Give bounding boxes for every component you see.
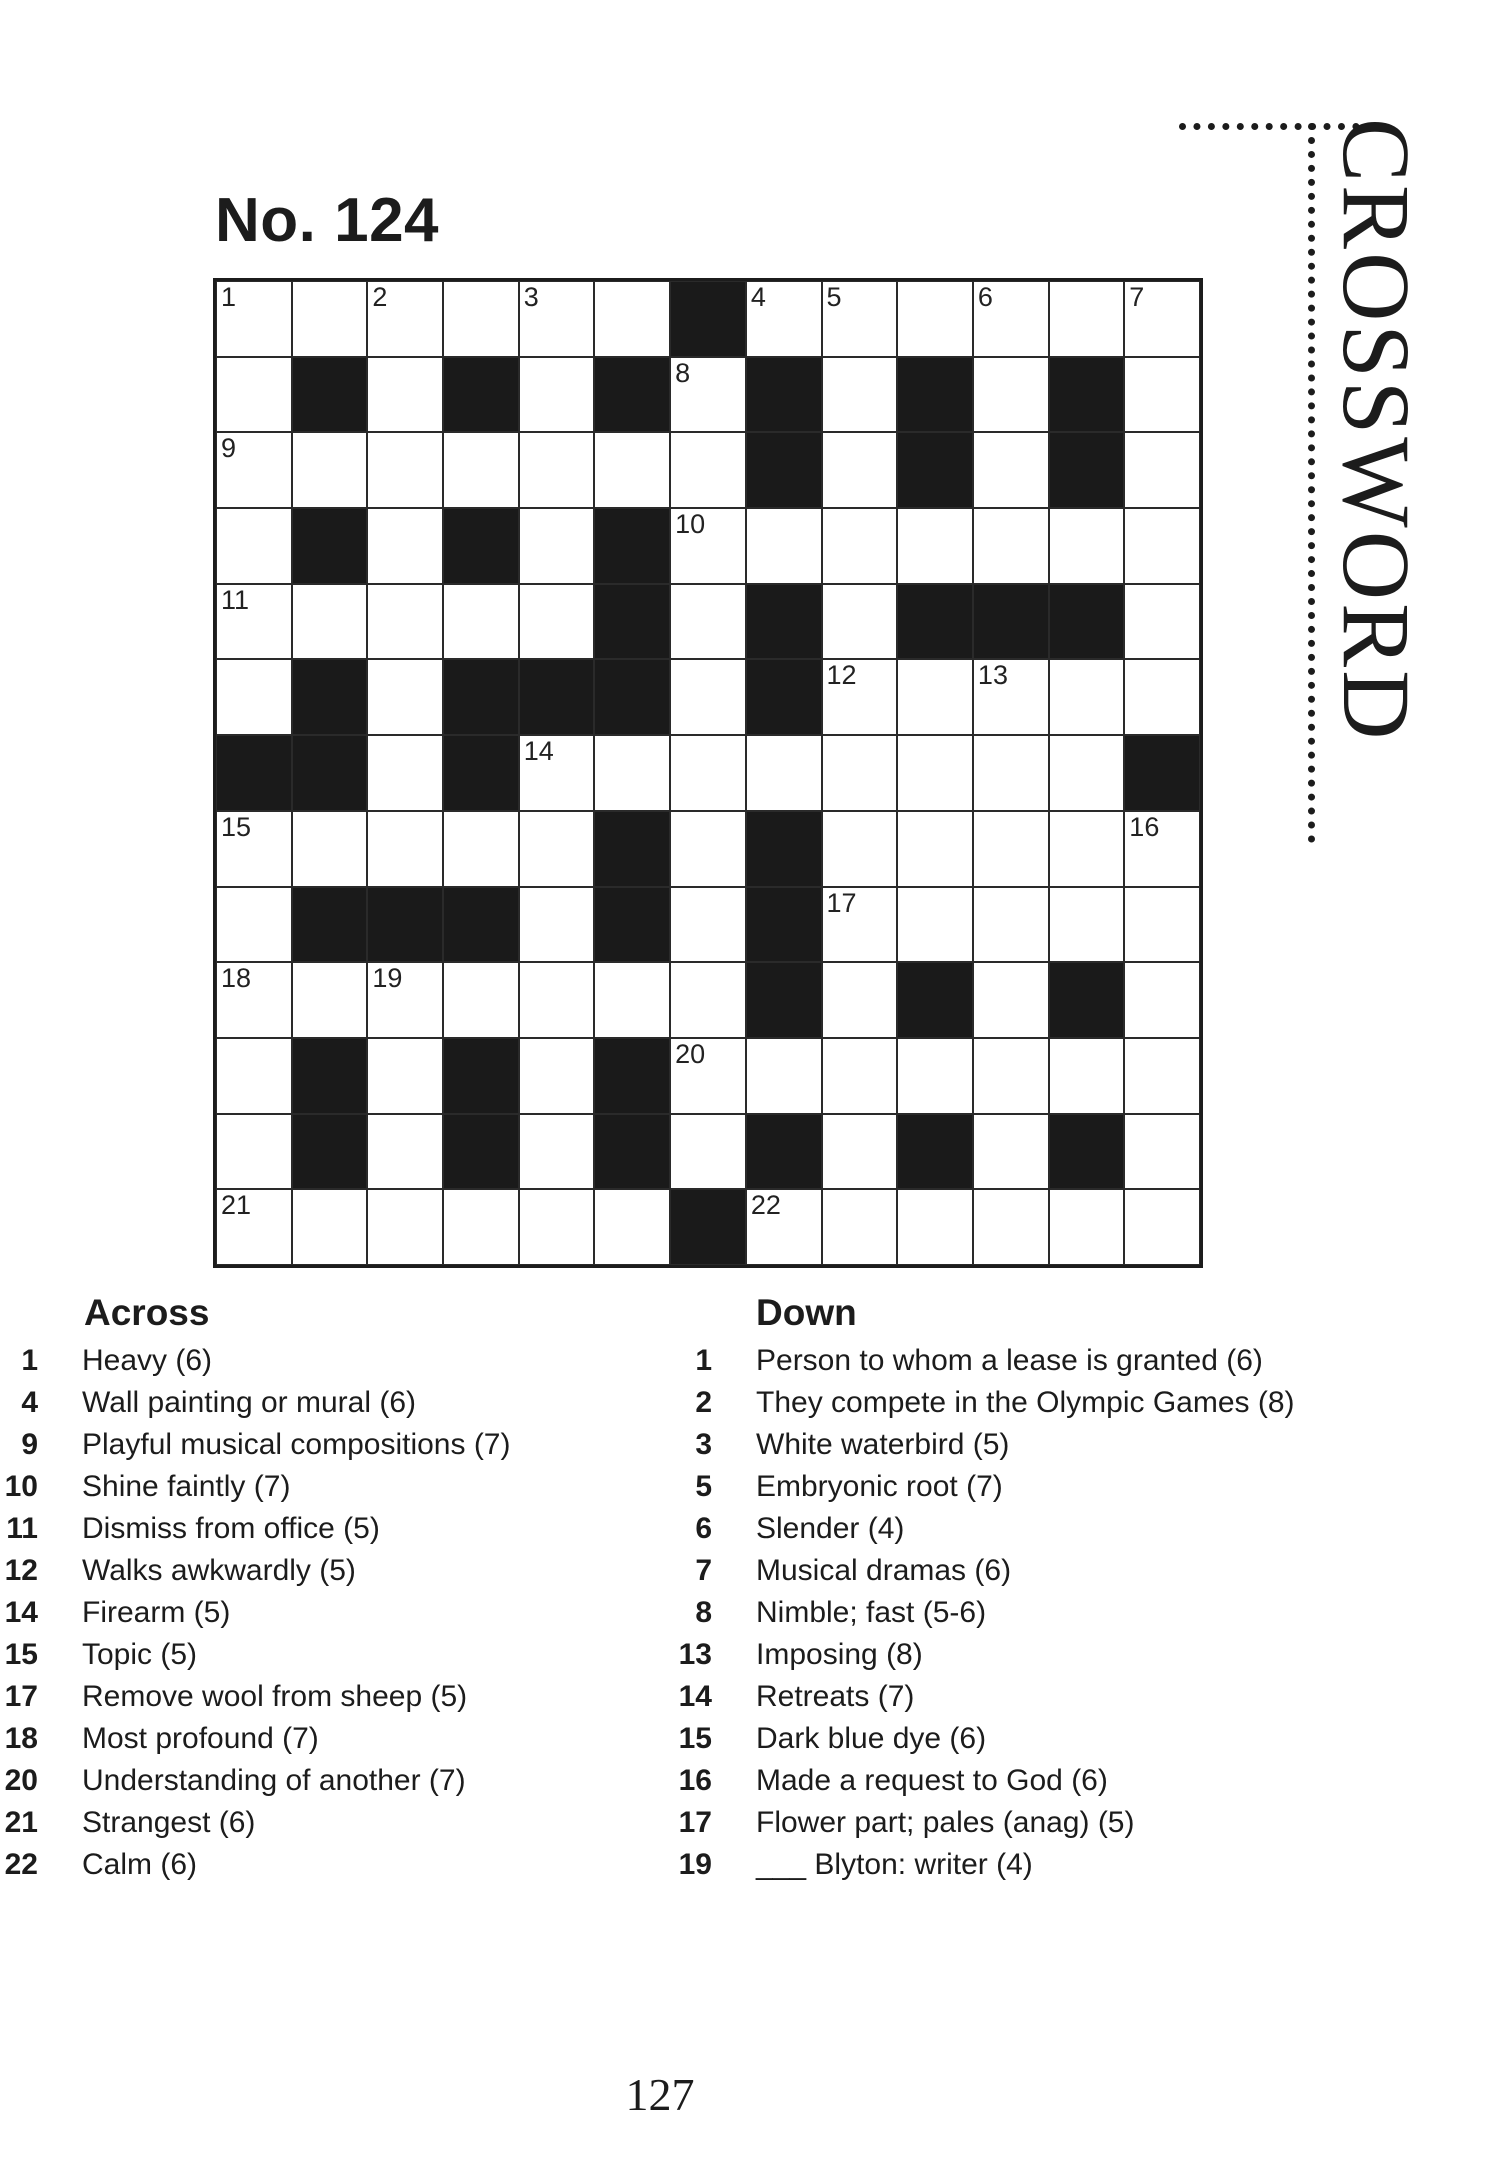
- grid-cell[interactable]: [367, 962, 443, 1038]
- grid-cell-black: [443, 508, 519, 584]
- grid-cell[interactable]: [292, 962, 368, 1038]
- grid-cell[interactable]: [973, 281, 1049, 357]
- clue-number: 10: [4, 1470, 38, 1503]
- grid-cell[interactable]: [973, 1114, 1049, 1190]
- across-clue-list: [0, 1340, 660, 1886]
- clue-text: Embryonic root (7): [756, 1470, 1003, 1503]
- page-number: 127: [625, 2069, 695, 2120]
- clue-text: Calm (6): [82, 1848, 198, 1881]
- cell-number: 2: [372, 282, 388, 312]
- cell-number: 14: [523, 736, 554, 767]
- clue-number: 18: [4, 1722, 38, 1755]
- grid-cell[interactable]: [292, 432, 368, 508]
- grid-cell[interactable]: [519, 887, 595, 963]
- grid-cell[interactable]: [973, 357, 1049, 433]
- grid-cell[interactable]: [973, 887, 1049, 963]
- clue-text: Playful musical compositions (7): [82, 1428, 511, 1461]
- grid-cell-black: [594, 584, 670, 660]
- grid-cell[interactable]: [822, 811, 898, 887]
- grid-cell[interactable]: [746, 1189, 822, 1265]
- grid-cell[interactable]: [1049, 735, 1125, 811]
- clue-text: Shine faintly (7): [82, 1470, 291, 1503]
- clue-text: Understanding of another (7): [82, 1764, 466, 1797]
- across-clue: [0, 1844, 660, 1886]
- clue-number: 9: [21, 1428, 38, 1461]
- grid-cell-black: [746, 584, 822, 660]
- across-clue: [0, 1802, 660, 1844]
- clue-number: 14: [678, 1680, 712, 1713]
- cell-number: 4: [750, 282, 766, 312]
- grid-cell-black: [594, 887, 670, 963]
- grid-cell[interactable]: [1049, 659, 1125, 735]
- grid-cell-black: [443, 735, 519, 811]
- clue-text: Slender (4): [756, 1512, 905, 1545]
- grid-cell[interactable]: [519, 281, 595, 357]
- clue-number: 5: [695, 1470, 712, 1503]
- cell-number: 5: [826, 282, 842, 312]
- grid-cell[interactable]: [1124, 962, 1200, 1038]
- clue-text: Wall painting or mural (6): [82, 1386, 416, 1419]
- grid-cell[interactable]: [292, 1189, 368, 1265]
- grid-cell[interactable]: [519, 735, 595, 811]
- grid-cell[interactable]: [973, 735, 1049, 811]
- grid-cell[interactable]: [1124, 281, 1200, 357]
- clue-text: Firearm (5): [82, 1596, 231, 1629]
- grid-cell[interactable]: [1124, 1189, 1200, 1265]
- clue-number: 14: [4, 1596, 38, 1629]
- clue-text: Most profound (7): [82, 1722, 319, 1755]
- grid-cell[interactable]: [897, 508, 973, 584]
- across-clue: [0, 1592, 660, 1634]
- down-heading: Down: [756, 1292, 857, 1333]
- grid-cell[interactable]: [443, 281, 519, 357]
- clue-text: Walks awkwardly (5): [82, 1554, 356, 1587]
- clue-number: 13: [678, 1638, 712, 1671]
- grid-cell[interactable]: [670, 357, 746, 433]
- across-clue: [0, 1718, 660, 1760]
- grid-cell-black: [1049, 432, 1125, 508]
- grid-cell-black: [670, 281, 746, 357]
- grid-cell-black: [292, 659, 368, 735]
- grid-cell[interactable]: [594, 962, 670, 1038]
- across-clue: [0, 1340, 660, 1382]
- clue-number: 7: [695, 1554, 712, 1587]
- grid-cell[interactable]: [973, 659, 1049, 735]
- grid-cell[interactable]: [443, 584, 519, 660]
- grid-cell[interactable]: [822, 1038, 898, 1114]
- crossword-grid: [213, 278, 1203, 1268]
- grid-cell-black: [897, 584, 973, 660]
- grid-cell[interactable]: [519, 1114, 595, 1190]
- grid-cell-black: [746, 659, 822, 735]
- grid-cell[interactable]: [292, 584, 368, 660]
- grid-cell-black: [670, 1189, 746, 1265]
- clue-number: 16: [678, 1764, 712, 1797]
- across-clue: [0, 1550, 660, 1592]
- cell-number: 21: [221, 1190, 252, 1221]
- across-clue: [0, 1424, 660, 1466]
- grid-cell[interactable]: [822, 1189, 898, 1265]
- clue-number: 15: [4, 1638, 38, 1671]
- down-clue: [670, 1718, 1390, 1760]
- cell-number: 11: [221, 584, 250, 615]
- grid-cell[interactable]: [897, 281, 973, 357]
- clue-number: 4: [21, 1386, 38, 1419]
- grid-cell-black: [216, 735, 292, 811]
- grid-cell[interactable]: [443, 1189, 519, 1265]
- down-clue: [670, 1592, 1390, 1634]
- grid-cell[interactable]: [670, 735, 746, 811]
- clue-number: 17: [4, 1680, 38, 1713]
- grid-cell-black: [367, 887, 443, 963]
- clue-text: Heavy (6): [82, 1344, 213, 1377]
- across-clue: [0, 1382, 660, 1424]
- grid-cell[interactable]: [594, 281, 670, 357]
- grid-cell[interactable]: [367, 584, 443, 660]
- clue-number: 1: [21, 1344, 38, 1377]
- side-title-text: CROSSWORD: [1323, 118, 1430, 743]
- grid-cell-black: [443, 887, 519, 963]
- grid-cell[interactable]: [519, 1038, 595, 1114]
- grid-cell[interactable]: [216, 659, 292, 735]
- grid-cell[interactable]: [367, 735, 443, 811]
- grid-cell[interactable]: [822, 508, 898, 584]
- grid-cell-black: [897, 432, 973, 508]
- grid-cell[interactable]: [897, 735, 973, 811]
- down-clue: [670, 1550, 1390, 1592]
- clue-text: Flower part; pales (anag) (5): [756, 1806, 1135, 1839]
- grid-cell[interactable]: [670, 1038, 746, 1114]
- cell-number: 17: [826, 887, 857, 918]
- grid-cell-black: [594, 357, 670, 433]
- across-clue: [0, 1676, 660, 1718]
- grid-cell-black: [594, 659, 670, 735]
- grid-cell[interactable]: [443, 432, 519, 508]
- grid-cell-black: [443, 357, 519, 433]
- cell-number: 20: [675, 1038, 706, 1069]
- grid-cell[interactable]: [897, 1189, 973, 1265]
- grid-cell-black: [897, 1114, 973, 1190]
- grid-cell[interactable]: [443, 811, 519, 887]
- clue-number: 22: [4, 1848, 38, 1881]
- grid-cell-black: [1049, 962, 1125, 1038]
- across-clue: [0, 1760, 660, 1802]
- clue-number: 12: [4, 1554, 38, 1587]
- cell-number: 3: [523, 282, 539, 312]
- grid-cell[interactable]: [216, 281, 292, 357]
- across-clue: [0, 1466, 660, 1508]
- down-clue: [670, 1844, 1390, 1886]
- grid-cell[interactable]: [216, 357, 292, 433]
- grid-cell-black: [897, 357, 973, 433]
- grid-cell[interactable]: [367, 659, 443, 735]
- grid-cell-black: [594, 508, 670, 584]
- grid-cell[interactable]: [216, 811, 292, 887]
- grid-cell-black: [594, 1114, 670, 1190]
- grid-cell-black: [1124, 735, 1200, 811]
- grid-cell[interactable]: [973, 811, 1049, 887]
- clue-text: Dark blue dye (6): [756, 1722, 987, 1755]
- grid-cell-black: [292, 1114, 368, 1190]
- grid-cell[interactable]: [1049, 887, 1125, 963]
- grid-cell[interactable]: [367, 1038, 443, 1114]
- crossword-side-banner: [1308, 118, 1448, 848]
- grid-cell[interactable]: [216, 508, 292, 584]
- grid-cell[interactable]: [1124, 659, 1200, 735]
- grid-cell[interactable]: [822, 735, 898, 811]
- grid-cell[interactable]: [216, 584, 292, 660]
- grid-cell[interactable]: [216, 432, 292, 508]
- down-clue: [670, 1676, 1390, 1718]
- grid-cell[interactable]: [1124, 811, 1200, 887]
- clue-text: Person to whom a lease is granted (6): [756, 1344, 1263, 1377]
- grid-cell-black: [292, 508, 368, 584]
- grid-cell-black: [1049, 357, 1125, 433]
- grid-cell[interactable]: [519, 357, 595, 433]
- grid-cell-black: [292, 735, 368, 811]
- cell-number: 13: [977, 660, 1008, 691]
- grid-cell[interactable]: [1049, 1038, 1125, 1114]
- puzzle-title: No. 124: [215, 186, 440, 255]
- grid-cell[interactable]: [897, 1038, 973, 1114]
- clue-text: Strangest (6): [82, 1806, 256, 1839]
- cell-number: 8: [675, 357, 691, 388]
- grid-cell[interactable]: [1049, 281, 1125, 357]
- grid-cell[interactable]: [594, 735, 670, 811]
- grid-cell[interactable]: [822, 432, 898, 508]
- down-clue-list: [670, 1340, 1390, 1886]
- grid-cell[interactable]: [519, 432, 595, 508]
- cell-number: 22: [750, 1190, 781, 1221]
- grid-cell-black: [746, 887, 822, 963]
- grid-cell-black: [443, 1114, 519, 1190]
- cell-number: 1: [221, 282, 237, 312]
- clue-number: 2: [695, 1386, 712, 1419]
- dotted-rule-vertical: [1308, 123, 1315, 843]
- clue-text: They compete in the Olympic Games (8): [756, 1386, 1295, 1419]
- grid-cell[interactable]: [746, 1038, 822, 1114]
- grid-cell-black: [292, 1038, 368, 1114]
- down-clue: [670, 1634, 1390, 1676]
- grid-cell[interactable]: [822, 659, 898, 735]
- grid-cell[interactable]: [670, 584, 746, 660]
- across-clue: [0, 1508, 660, 1550]
- grid-cell[interactable]: [367, 1114, 443, 1190]
- down-clue: [670, 1760, 1390, 1802]
- clue-number: 1: [695, 1344, 712, 1377]
- grid-cell[interactable]: [746, 735, 822, 811]
- grid-cell[interactable]: [519, 962, 595, 1038]
- clue-text: Retreats (7): [756, 1680, 915, 1713]
- grid-cell[interactable]: [216, 962, 292, 1038]
- down-clue: [670, 1340, 1390, 1382]
- cell-number: 10: [675, 509, 706, 540]
- grid-cell[interactable]: [1124, 508, 1200, 584]
- grid-cell[interactable]: [670, 887, 746, 963]
- across-clues: [0, 1292, 660, 1886]
- grid-cell[interactable]: [746, 508, 822, 584]
- grid-cell-black: [443, 1038, 519, 1114]
- cell-number: 18: [221, 963, 252, 994]
- grid-cell[interactable]: [519, 811, 595, 887]
- clue-text: Nimble; fast (5-6): [756, 1596, 987, 1629]
- grid-cell[interactable]: [670, 1114, 746, 1190]
- grid-cell[interactable]: [670, 508, 746, 584]
- grid-cell[interactable]: [367, 281, 443, 357]
- down-clue: [670, 1466, 1390, 1508]
- grid-cell[interactable]: [897, 811, 973, 887]
- cell-number: 19: [372, 963, 403, 994]
- clue-number: 8: [695, 1596, 712, 1629]
- grid-cell-black: [443, 659, 519, 735]
- grid-cell[interactable]: [1124, 887, 1200, 963]
- grid-cell[interactable]: [897, 659, 973, 735]
- grid-cell-black: [746, 1114, 822, 1190]
- clue-number: 20: [4, 1764, 38, 1797]
- clue-text: White waterbird (5): [756, 1428, 1010, 1461]
- grid-cell[interactable]: [973, 1189, 1049, 1265]
- grid-cell[interactable]: [216, 1038, 292, 1114]
- grid-cell[interactable]: [822, 887, 898, 963]
- grid-cell-black: [746, 811, 822, 887]
- grid-cell-black: [594, 811, 670, 887]
- grid-cell[interactable]: [216, 1189, 292, 1265]
- grid-cell[interactable]: [594, 1189, 670, 1265]
- grid-cell[interactable]: [367, 811, 443, 887]
- grid-cell[interactable]: [973, 962, 1049, 1038]
- grid-cell-black: [746, 432, 822, 508]
- grid-cell[interactable]: [292, 811, 368, 887]
- grid-cell[interactable]: [822, 281, 898, 357]
- down-clue: [670, 1382, 1390, 1424]
- grid-cell[interactable]: [1049, 811, 1125, 887]
- cell-number: 6: [977, 282, 993, 312]
- clue-number: 17: [678, 1806, 712, 1839]
- grid-cell[interactable]: [367, 357, 443, 433]
- grid-cell[interactable]: [1124, 1114, 1200, 1190]
- grid-cell[interactable]: [519, 1189, 595, 1265]
- grid-cell-black: [292, 357, 368, 433]
- clue-number: 6: [695, 1512, 712, 1545]
- grid-cell-black: [292, 887, 368, 963]
- clue-text: Topic (5): [82, 1638, 198, 1671]
- grid-cell[interactable]: [822, 584, 898, 660]
- grid-cell[interactable]: [1124, 584, 1200, 660]
- grid-cell[interactable]: [973, 508, 1049, 584]
- grid-cell[interactable]: [822, 1114, 898, 1190]
- grid-cell[interactable]: [822, 357, 898, 433]
- clue-number: 19: [678, 1848, 712, 1881]
- grid-cell[interactable]: [216, 887, 292, 963]
- down-clue: [670, 1424, 1390, 1466]
- down-clue: [670, 1802, 1390, 1844]
- grid-cell[interactable]: [973, 432, 1049, 508]
- clue-text: Made a request to God (6): [756, 1764, 1108, 1797]
- grid-cell[interactable]: [670, 659, 746, 735]
- clue-text: Dismiss from office (5): [82, 1512, 380, 1545]
- grid-cell[interactable]: [1124, 1038, 1200, 1114]
- grid-cell[interactable]: [746, 281, 822, 357]
- down-clue: [670, 1508, 1390, 1550]
- grid-cell[interactable]: [367, 1189, 443, 1265]
- grid-cell[interactable]: [594, 432, 670, 508]
- grid-cell[interactable]: [670, 432, 746, 508]
- grid-cell[interactable]: [443, 962, 519, 1038]
- grid-cell[interactable]: [367, 508, 443, 584]
- clue-text: Musical dramas (6): [756, 1554, 1012, 1587]
- grid-cell-black: [1049, 1114, 1125, 1190]
- grid-cell[interactable]: [519, 508, 595, 584]
- cell-number: 9: [221, 433, 237, 464]
- cell-number: 7: [1129, 282, 1145, 312]
- grid-cell[interactable]: [216, 1114, 292, 1190]
- cell-number: 16: [1129, 811, 1160, 842]
- cell-number: 12: [826, 660, 857, 691]
- grid-cell-black: [746, 357, 822, 433]
- grid-cell-black: [519, 659, 595, 735]
- grid-cell[interactable]: [670, 962, 746, 1038]
- across-heading: Across: [84, 1292, 210, 1333]
- grid-cell[interactable]: [292, 281, 368, 357]
- clue-text: Remove wool from sheep (5): [82, 1680, 468, 1713]
- grid-cell-black: [973, 584, 1049, 660]
- clue-number: 3: [695, 1428, 712, 1461]
- clue-number: 15: [678, 1722, 712, 1755]
- clue-text: Imposing (8): [756, 1638, 923, 1671]
- clue-text: ___ Blyton: writer (4): [756, 1848, 1033, 1881]
- grid-cell-black: [1049, 584, 1125, 660]
- grid-cell-black: [746, 962, 822, 1038]
- cell-number: 15: [221, 811, 252, 842]
- across-clue: [0, 1634, 660, 1676]
- grid-cell[interactable]: [1124, 357, 1200, 433]
- grid-cell[interactable]: [973, 1038, 1049, 1114]
- grid-cell[interactable]: [1049, 1189, 1125, 1265]
- clue-number: 11: [6, 1512, 38, 1545]
- grid-cell-black: [897, 962, 973, 1038]
- grid-cell[interactable]: [519, 584, 595, 660]
- down-clues: [670, 1292, 1390, 1886]
- grid-cell[interactable]: [670, 811, 746, 887]
- grid-cell-black: [594, 1038, 670, 1114]
- clue-number: 21: [4, 1806, 38, 1839]
- grid-cell[interactable]: [1124, 432, 1200, 508]
- grid-cell[interactable]: [1049, 508, 1125, 584]
- grid-cell[interactable]: [367, 432, 443, 508]
- grid-cell[interactable]: [897, 887, 973, 963]
- grid-cell[interactable]: [822, 962, 898, 1038]
